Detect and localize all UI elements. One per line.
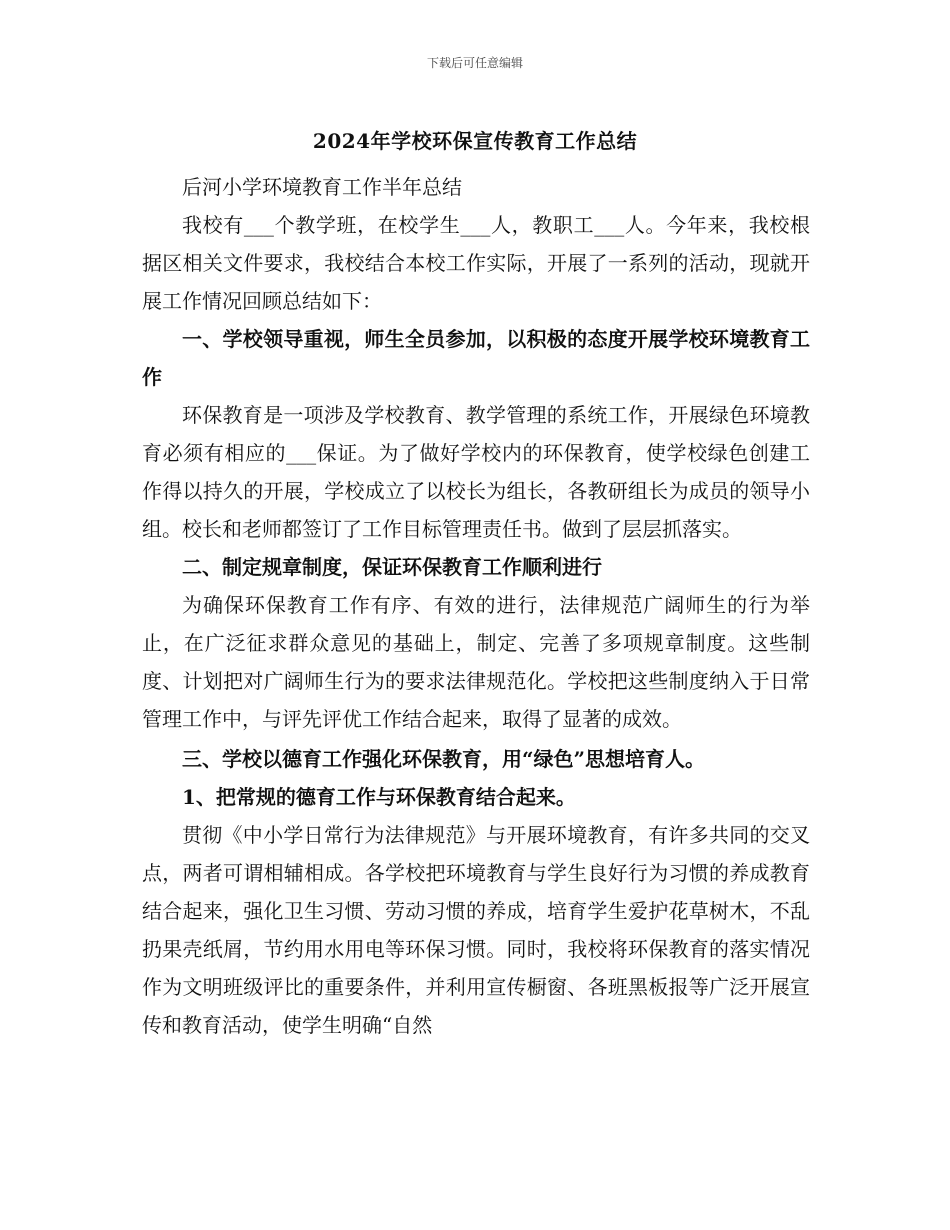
paragraph: 为确保环保教育工作有序、有效的进行，法律规范广阔师生的行为举止，在广泛征求群众意见的基础上，制定、完善了多项规章制度。这些制度、计划把对广阔师生行为的要求法律规范化。学校把这些制度纳入于日常管理工作中，与评先评优工作结合起来，取得了显著的成效。 xyxy=(142,593,810,731)
paragraph: 环保教育是一项涉及学校教育、教学管理的系统工作，开展绿色环境教育必须有相应的___保证。为了做好学校内的环保教育，使学校绿色创建工作得以持久的开展，学校成立了以校长为组长，各教研组长为成员的领导小组。校长和老师都签订了工作目标管理责任书。做到了层层抓落实。 xyxy=(142,403,810,541)
section-heading: 三、学校以德育工作强化环保教育，用“绿色”思想培育人。 xyxy=(182,747,706,771)
paragraph: 贯彻《中小学日常行为法律规范》与开展环境教育，有许多共同的交叉点，两者可谓相辅相成。各学校把环境教育与学生良好行为习惯的养成教育结合起来，强化卫生习惯、劳动习惯的养成，培育学生爱护花草树木，不乱扔果壳纸屑，节约用水用电等环保习惯。同时，我校将环保教育的落实情况作为文明班级评比的重要条件，并利用宣传橱窗、各班黑板报等广泛开展宣传和教育活动，使学生明确“自然 xyxy=(142,823,810,1037)
section-heading: 二、制定规章制度，保证环保教育工作顺利进行 xyxy=(182,555,602,579)
section-heading: 一、学校领导重视，师生全员参加，以积极的态度开展学校环境教育工作 xyxy=(142,327,810,389)
document-body xyxy=(142,168,810,1044)
header-note: 下载后可任意编辑 xyxy=(426,56,523,70)
paragraph-subtitle: 后河小学环境教育工作半年总结 xyxy=(182,175,462,199)
subsection-heading: 1、把常规的德育工作与环保教育结合起来。 xyxy=(182,785,576,809)
paragraph: 我校有___个教学班，在校学生___人，教职工___人。今年来，我校根据区相关文件要求，我校结合本校工作实际，开展了一系列的活动，现就开展工作情况回顾总结如下： xyxy=(142,213,810,313)
document-title: 2024年学校环保宣传教育工作总结 xyxy=(312,129,638,153)
